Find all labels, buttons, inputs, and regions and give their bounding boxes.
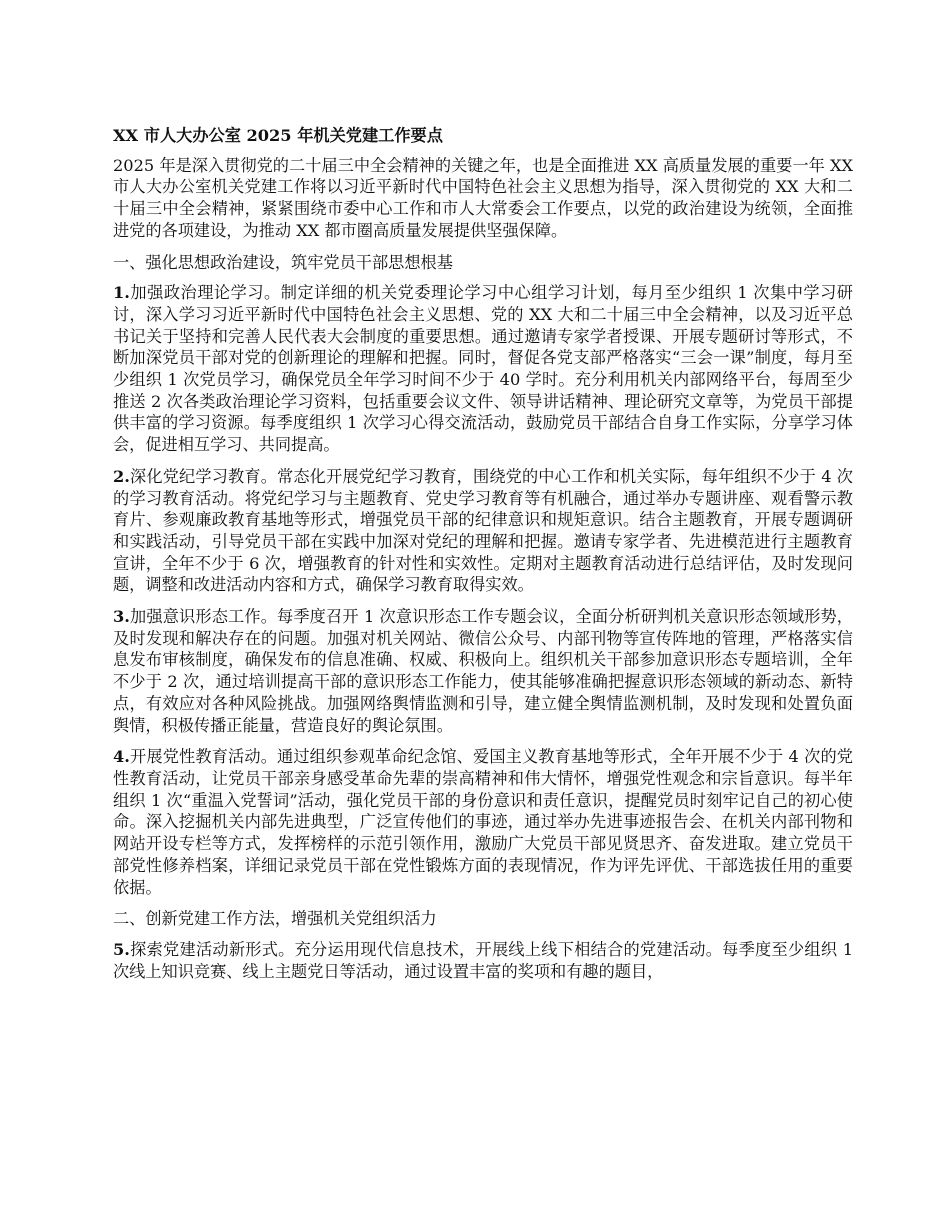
list-item bbox=[113, 939, 853, 982]
item-text: 加强意识形态工作。每季度召开 1 次意识形态工作专题会议，全面分析研判机关意识形态领域形势，及时发现和解决存在的问题。加强对机关网站、微信公众号、内部刊物等宣传阵地的管理，严格落实信息发布审核制度，确保发布的信息准确、权威、积极向上。组织机关干部参加意识形态专题培训，全年不少于 2 次，通过培训提高干部的意识形态工作能力，使其能够准确把握意识形态领域的新动态、新特点，有效应对各种风险挑战。加强网络舆情监测和引导，建立健全舆情监测机制，及时发现和处置负面舆情，积极传播正能量，营造良好的舆论氛围。 bbox=[113, 607, 853, 735]
item-number: 3. bbox=[113, 607, 130, 627]
document-page bbox=[113, 125, 853, 992]
document-title: XX 市人大办公室 2025 年机关党建工作要点 bbox=[113, 126, 443, 145]
item-number: 4. bbox=[113, 747, 130, 767]
list-item bbox=[113, 606, 853, 736]
section-heading-1: 一、强化思想政治建设，筑牢党员干部思想根基 bbox=[113, 252, 453, 272]
list-item bbox=[113, 282, 853, 456]
section-heading-2: 二、创新党建工作方法，增强机关党组织活力 bbox=[113, 909, 437, 929]
list-item bbox=[113, 746, 853, 898]
item-text: 加强政治理论学习。制定详细的机关党委理论学习中心组学习计划，每月至少组织 1 次集中学习研讨，深入学习习近平新时代中国特色社会主义思想、党的 XX 大和二十届三中全会精神，以及习近平总书记关于坚持和完善人民代表大会制度的重要思想。通过邀请专家学者授课、开展专题研讨等形式，不断加深党员干部对党的创新理论的理解和把握。同时，督促各党支部严格落实“三会一课”制度，每月至少组织 1 次党员学习，确保党员全年学习时间不少于 40 学时。充分利用机关内部网络平台，每周至少推送 2 次各类政治理论学习资料，包括重要会议文件、领导讲话精神、理论研究文章等，为党员干部提供丰富的学习资源。每季度组织 1 次学习心得交流活动，鼓励党员干部结合自身工作实际，分享学习体会，促进相互学习、共同提高。 bbox=[113, 283, 853, 455]
item-text: 开展党性教育活动。通过组织参观革命纪念馆、爱国主义教育基地等形式，全年开展不少于 4 次的党性教育活动，让党员干部亲身感受革命先辈的崇高精神和伟大情怀，增强党性观念和宗旨意识。每半年组织 1 次“重温入党誓词”活动，强化党员干部的身份意识和责任意识，提醒党员时刻牢记自己的初心使命。深入挖掘机关内部先进典型，广泛宣传他们的事迹，通过举办先进事迹报告会、在机关内部刊物和网站开设专栏等方式，发挥榜样的示范引领作用，激励广大党员干部见贤思齐、奋发进取。建立党员干部党性修养档案，详细记录党员干部在党性锻炼方面的表现情况，作为评先评优、干部选拔任用的重要依据。 bbox=[113, 747, 853, 897]
item-text: 探索党建活动新形式。充分运用现代信息技术，开展线上线下相结合的党建活动。每季度至少组织 1 次线上知识竞赛、线上主题党日等活动，通过设置丰富的奖项和有趣的题目， bbox=[113, 939, 853, 981]
item-number: 1. bbox=[113, 283, 130, 303]
item-number: 5. bbox=[113, 939, 130, 959]
item-text: 深化党纪学习教育。常态化开展党纪学习教育，围绕党的中心工作和机关实际，每年组织不少于 4 次的学习教育活动。将党纪学习与主题教育、党史学习教育等有机融合，通过举办专题讲座、观看警示教育片、参观廉政教育基地等形式，增强党员干部的纪律意识和规矩意识。结合主题教育，开展专题调研和实践活动，引导党员干部在实践中加深对党纪的理解和把握。邀请专家学者、先进模范进行主题教育宣讲，全年不少于 6 次，增强教育的针对性和实效性。定期对主题教育活动进行总结评估，及时发现问题，调整和改进活动内容和方式，确保学习教育取得实效。 bbox=[113, 466, 853, 595]
list-item bbox=[113, 466, 853, 596]
intro-paragraph: 2025 年是深入贯彻党的二十届三中全会精神的关键之年，也是全面推进 XX 高质量发展的重要一年 XX 市人大办公室机关党建工作将以习近平新时代中国特色社会主义思想为指导，深入贯彻党的 XX 大和二十届三中全会精神，紧紧围绕市委中心工作和市人大常委会工作要点，以党的政治建设为统领，全面推进党的各项建设，为推动 XX 都市圈高质量发展提供坚强保障。 bbox=[113, 155, 853, 240]
item-number: 2. bbox=[113, 466, 130, 486]
